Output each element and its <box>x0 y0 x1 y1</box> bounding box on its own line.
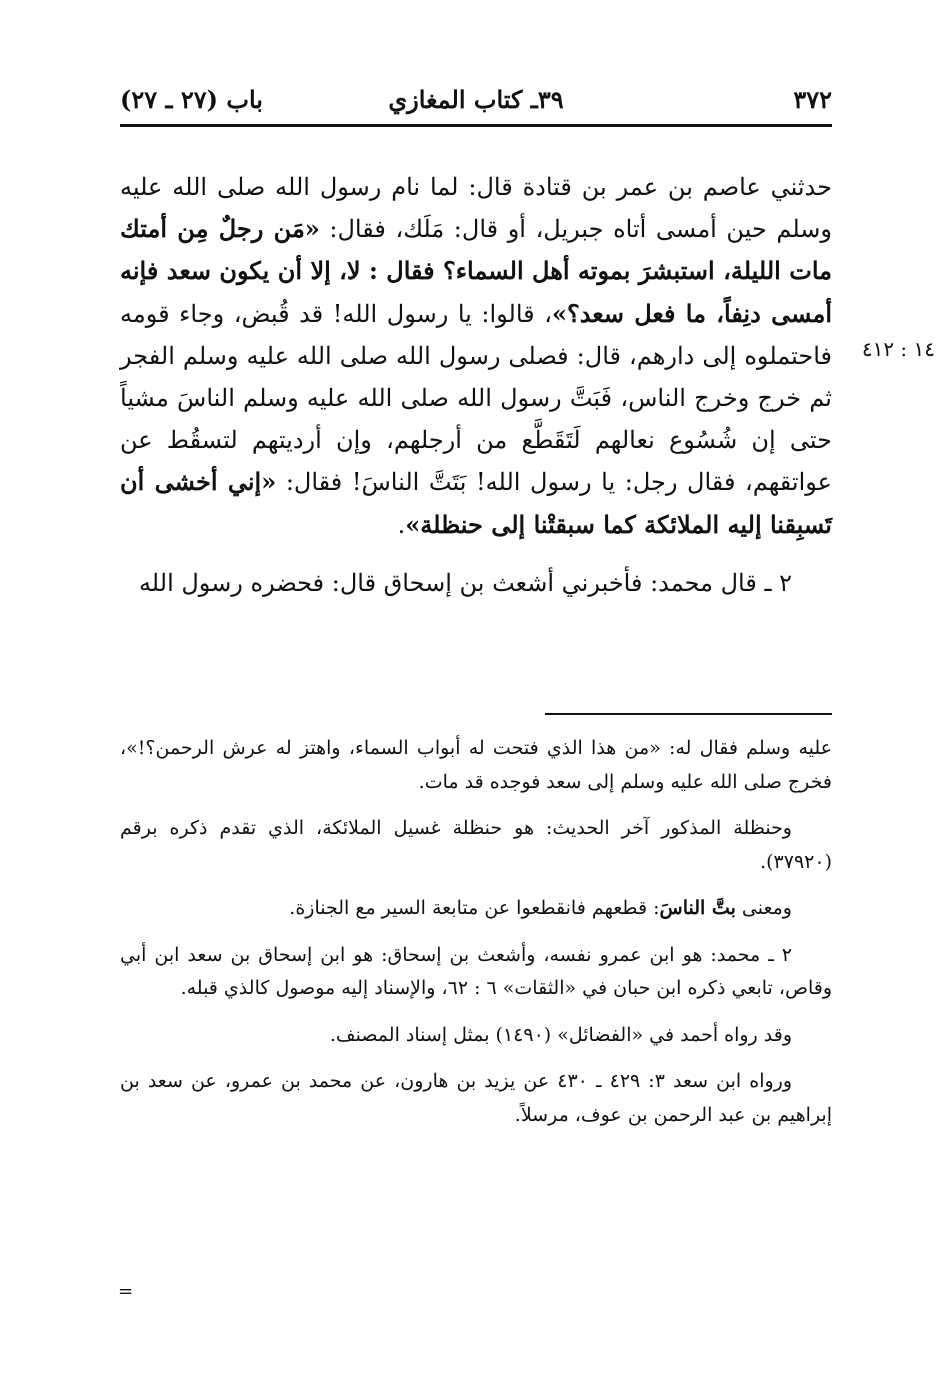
text-run: . <box>397 510 406 539</box>
text-run: : قطعهم فانقطعوا عن متابعة السير مع الجنازة. <box>289 897 660 919</box>
page-header <box>120 80 832 120</box>
footnotes <box>120 732 832 1145</box>
footnote-continuation: عليه وسلم فقال له: «من هذا الذي فتحت له أبواب السماء، واهتز له عرش الرحمن؟!»، فخرج صلى الله عليه وسلم إلى سعد فوجده قد مات. <box>120 737 832 793</box>
chapter-label: باب (٢٧ ـ ٢٧) <box>120 85 263 114</box>
text-run: ومعنى <box>735 897 792 919</box>
text-run: ، قالوا: يا رسول الله! قد قُبض، وجاء قومه فاحتملوه إلى دارهم، قال: فصلى رسول الله صلى الله عليه وسلم الفجر ثم خرج وخرج الناس، فَبَتَّ رسول الله صلى الله عليه وسلم الناسَ مشياً حتى إن شُسُوع نعالهم لَتَقَطَّع من أرجلهم، وإن أرديتهم لتسقُط عن عواتقهم، فقال رجل: يا رسول الله! بَتَتَّ الناسَ! فقال: <box>120 299 833 497</box>
paragraph-2: ٢ ـ قال محمد: فأخبرني أشعث بن إسحاق قال: فحضره رسول الله <box>138 568 792 597</box>
bold-quote: «مَن رجلٌ مِن أمتك مات الليلة، استبشرَ بموته أهل السماء؟ فقال : لا، إلا أن يكون سعد فإنه أمسى دنِفاً، ما فعل سعد؟» <box>120 214 832 328</box>
margin-reference: ١٤ : ٤١٢ <box>861 337 935 361</box>
footnote-paragraph: وحنظلة المذكور آخر الحديث: هو حنظلة غسيل الملائكة، الذي تقدم ذكره برقم (٣٧٩٢٠). <box>120 817 832 873</box>
bold-quote: «إني أخشى أن تَسبِقنا إليه الملائكة كما سبقتْنا إلى حنظلة» <box>120 467 832 539</box>
book-title: ٣٩ـ كتاب المغازي <box>388 85 564 114</box>
main-text <box>120 166 832 604</box>
footnote-divider <box>545 713 832 715</box>
text-run: حدثني عاصم بن عمر بن قتادة قال: لما نام رسول الله صلى الله عليه وسلم حين أمسى أتاه جبريل، أو قال: مَلَك، فقال: <box>120 173 832 244</box>
footnote-paragraph: ورواه ابن سعد ٣: ٤٢٩ ـ ٤٣٠ عن يزيد بن هارون، عن محمد بن عمرو، عن سعد بن إبراهيم بن عبد الرحمن بن عوف، مرسلاً. <box>120 1070 832 1126</box>
footnote-paragraph: ٢ ـ محمد: هو ابن عمرو نفسه، وأشعث بن إسحاق: هو ابن إسحاق بن سعد ابن أبي وقاص، تابعي ذكره ابن حبان في «الثقات» ٦ : ٦٢، والإسناد إليه موصول كالذي قبله. <box>120 943 832 999</box>
paragraph-1 <box>120 166 832 546</box>
footnote-paragraph <box>120 892 832 926</box>
footnote-paragraph: وقد رواه أحمد في «الفضائل» (١٤٩٠) بمثل إسناد المصنف. <box>329 1023 792 1046</box>
page-number: ٣٧٢ <box>793 85 832 114</box>
header-divider <box>120 124 832 127</box>
continuation-mark: = <box>118 1281 134 1302</box>
bold-term: بتَّ الناسَ <box>659 897 736 919</box>
